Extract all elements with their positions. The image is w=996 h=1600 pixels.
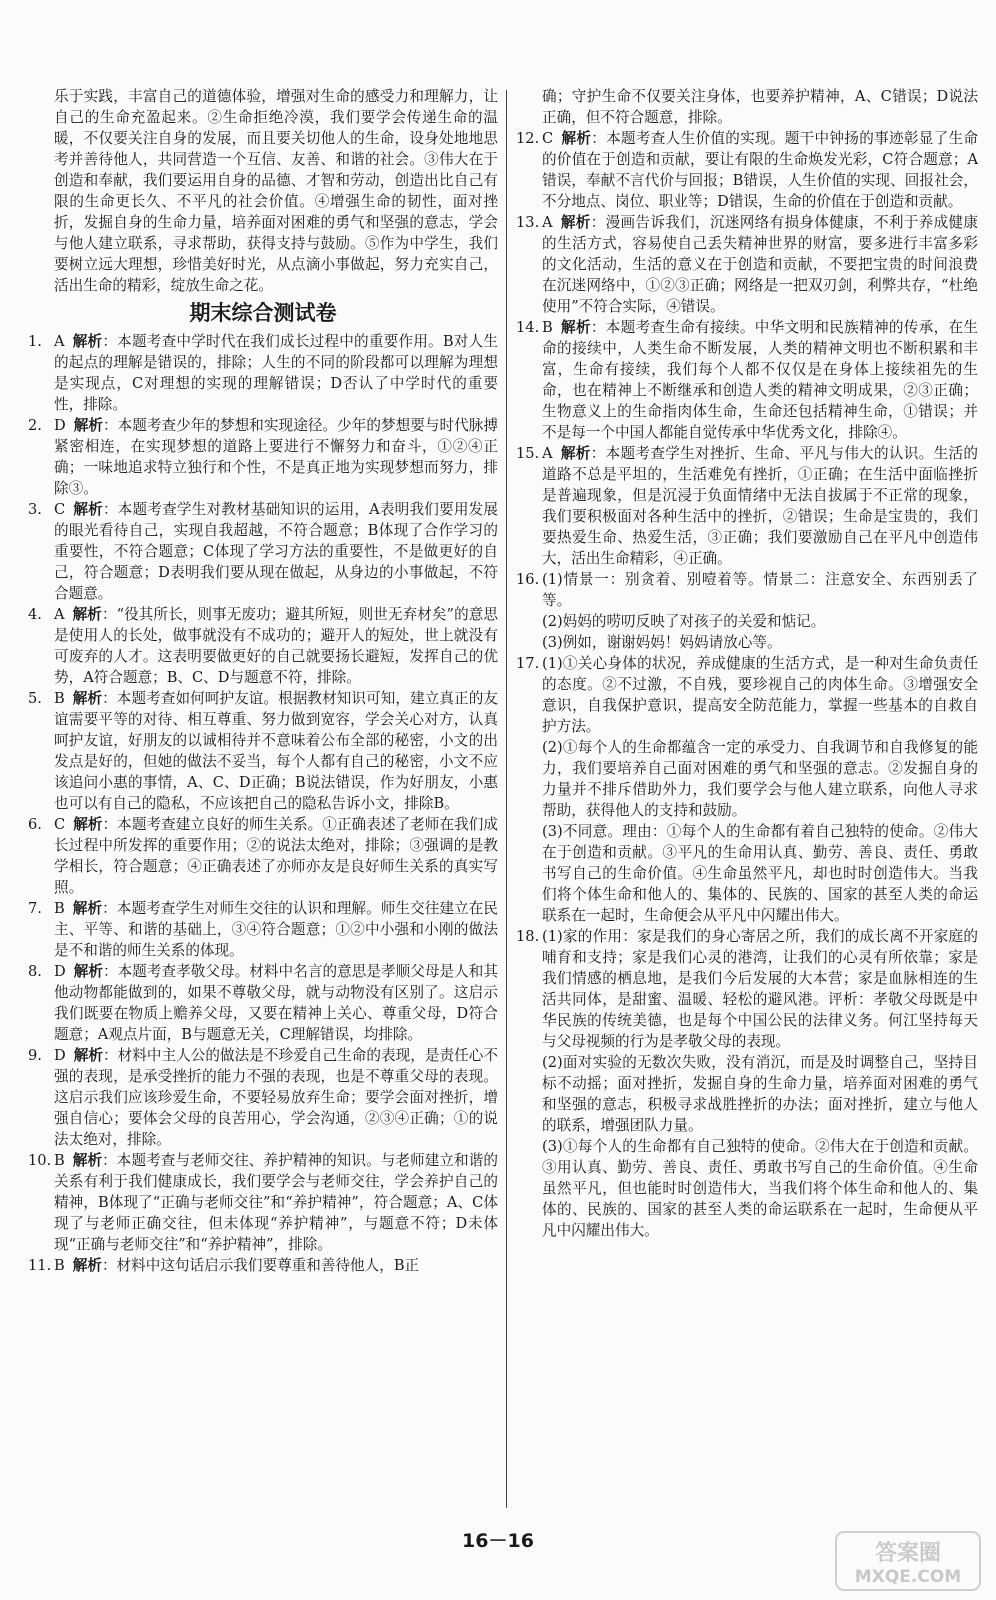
analysis-text: ：本题考查孝敬父母。材料中名言的意思是孝顺父母是人和其他动物都能做到的，如果不尊敬父母，就与动物没有区别了。这启示我们既要在物质上赡养父母，又要在精神上关心、尊重父母，D符合题意；A观点片面，B与题意无关，C理解错误，均排除。 bbox=[54, 963, 498, 1043]
analysis-label: 解析 bbox=[73, 417, 103, 434]
answer-part: (3)①每个人的生命都有自己独特的使命。②伟大在于创造和贡献。③用认真、勤劳、善良、责任、勇敢书写自己的生命价值。④生命虽然平凡，但也能时时创造伟大，当我们将个体生命和他人的、集体的、民族的、国家的甚至人类的命运联系在一起时，生命便从平凡中闪耀出伟大。 bbox=[542, 1138, 978, 1239]
svg-text:MXQE.COM: MXQE.COM bbox=[854, 1567, 962, 1587]
answer-item bbox=[28, 604, 498, 688]
question-number: 12. bbox=[516, 130, 540, 147]
answer-item bbox=[516, 128, 978, 212]
analysis-text: ：材料中这句话启示我们要尊重和善待他人，B正 bbox=[101, 1257, 420, 1274]
analysis-label: 解析 bbox=[72, 606, 102, 623]
answer-item bbox=[516, 443, 978, 569]
analysis-label: 解析 bbox=[72, 900, 103, 917]
question-number: 5. bbox=[28, 690, 42, 707]
question-number: 2. bbox=[28, 417, 42, 434]
question-number: 9. bbox=[28, 1047, 42, 1064]
answer-part: (2)面对实验的无数次失败，没有消沉，而是及时调整自己，坚持目标不动摇；面对挫折，发掘自身的生命力量，培养面对困难的勇气和坚强的意志，积极寻求战胜挫折的办法；面对挫折，建立与他人的联系，增强团队力量。 bbox=[542, 1054, 978, 1134]
question-16 bbox=[516, 569, 978, 653]
answer-choice: A bbox=[54, 606, 65, 623]
answer-item bbox=[28, 898, 498, 961]
analysis-text: ：本题考查与老师交往、养护精神的知识。与老师建立和谐的关系有利于我们健康成长，我们要学会与老师交往，学会养护自己的精神，B体现了“正确与老师交往”和“养护精神”，符合题意；A、C体现了与老师正确交往，但未体现“养护精神”，与题意不符；D未体现“正确与老师交往”和“养护精神”，排除。 bbox=[54, 1152, 498, 1253]
analysis-label: 解析 bbox=[561, 130, 592, 147]
watermark-logo-icon bbox=[834, 1530, 982, 1592]
question-number: 10. bbox=[28, 1152, 52, 1169]
analysis-label: 解析 bbox=[73, 1047, 103, 1064]
question-number: 18. bbox=[516, 928, 540, 945]
analysis-text: ：本题考查学生对挫折、生命、平凡与伟大的认识。生活的道路不总是平坦的，生活难免有挫折，①正确；在生活中面临挫折是普遍现象，但是沉浸于负面情绪中无法自拔属于不正常的现象，我们要积极面对各种生活中的挫折，②错误；生命是宝贵的，我们要热爱生命、热爱生活，③正确；我们要激励自己在平凡中创造伟大，活出生命精彩，④正确。 bbox=[542, 445, 978, 567]
question-number: 15. bbox=[516, 445, 540, 462]
answer-choice: B bbox=[542, 319, 553, 336]
analysis-label: 解析 bbox=[73, 816, 103, 833]
answer-choice: D bbox=[54, 963, 66, 980]
analysis-text: ：材料中主人公的做法是不珍爱自己生命的表现，是责任心不强的表现，是承受挫折的能力不强的表现，也是不尊重父母的表现。这启示我们应该珍爱生命，不要轻易放弃生命；要学会面对挫折，增强自信心；要体会父母的良苦用心，学会沟通，②③④正确；①的说法太绝对，排除。 bbox=[54, 1047, 498, 1148]
answer-part: (3)不同意。理由：①每个人的生命都有着自己独特的使命。②伟大在于创造和贡献。③平凡的生命用认真、勤劳、善良、责任、勇敢书写自己的生命价值。④生命虽然平凡，却也时时创造伟大。当我们将个体生命和他人的、集体的、民族的、国家的甚至人类的命运联系在一起时，生命便会从平凡中闪耀出伟大。 bbox=[542, 823, 978, 924]
right-column bbox=[516, 86, 978, 1241]
analysis-text: ：本题考查如何呵护友谊。根据教材知识可知，建立真正的友谊需要平等的对待、相互尊重、努力做到宽容，学会关心对方，认真呵护友谊，好朋友的以诚相待并不意味着公布全部的秘密，小文的出发点是好的，但她的做法不妥当，每个人都有自己的秘密，小文不应该追问小惠的事情，A、C、D正确；B说法错误，作为好朋友，小惠也可以有自己的隐私，不应该把自己的隐私告诉小文，排除B。 bbox=[54, 690, 498, 812]
answer-page bbox=[18, 86, 986, 1506]
question-number: 17. bbox=[516, 655, 540, 672]
answer-choice: B bbox=[54, 690, 65, 707]
analysis-label: 解析 bbox=[73, 501, 103, 518]
question-number: 13. bbox=[516, 214, 540, 231]
answer-item bbox=[28, 1045, 498, 1150]
previous-answer-continuation: 乐于实践，丰富自己的道德体验，增强对生命的感受力和理解力，让自己的生命充盈起来。②生命拒绝冷漠，我们要学会传递生命的温暖，不仅要关注自身的发展，而且要关切他人的生命，设身处地地思考并善待他人，共同营造一个互信、友善、和谐的社会。③伟大在于创造和奉献，我们要运用自身的品德、才智和劳动，创造出比自己有限的生命更长久、不平凡的社会价值。④增强生命的韧性，面对挫折，发掘自身的生命力量，培养面对困难的勇气和坚强的意志，学会与他人建立联系，寻求帮助，获得支持与鼓励。⑤作为中学生，我们要树立远大理想，珍惜美好时光，从点滴小事做起，努力充实自己，活出生命的精彩，绽放生命之花。 bbox=[54, 88, 498, 294]
answer-item bbox=[28, 1150, 498, 1255]
analysis-label: 解析 bbox=[72, 333, 103, 350]
left-column bbox=[28, 86, 498, 1276]
question-number: 4. bbox=[28, 606, 42, 623]
left-answer-list bbox=[28, 331, 498, 1276]
right-answer-list bbox=[516, 128, 978, 569]
analysis-label: 解析 bbox=[72, 690, 103, 707]
answer-choice: A bbox=[542, 445, 553, 462]
answer-choice: B bbox=[54, 1152, 65, 1169]
answer-item bbox=[28, 961, 498, 1045]
answer-part: (1)①关心身体的状况，养成健康的生活方式，是一种对生命负责任的态度。②不过激，不自残，要珍视自己的肉体生命。③增强安全意识，自我保护意识，提高安全防范能力，掌握一些基本的自救自护方法。 bbox=[542, 655, 978, 735]
answer-part: (1)情景一：别贪着、别噎着等。情景二：注意安全、东西别丢了等。 bbox=[542, 571, 978, 609]
analysis-text: ：本题考查建立良好的师生关系。①正确表述了老师在我们成长过程中所发挥的重要作用；②的说法太绝对，排除；③强调的是教学相长，符合题意；④正确表述了亦师亦友是良好师生关系的真实写照。 bbox=[54, 816, 498, 896]
answer-choice: C bbox=[542, 130, 554, 147]
question-number: 6. bbox=[28, 816, 42, 833]
answer-choice: D bbox=[54, 417, 66, 434]
analysis-label: 解析 bbox=[560, 319, 591, 336]
question-18 bbox=[516, 926, 978, 1241]
answer-choice: A bbox=[54, 333, 65, 350]
analysis-label: 解析 bbox=[72, 1257, 102, 1274]
answer-item bbox=[516, 212, 978, 317]
answer-item bbox=[28, 1255, 498, 1276]
analysis-text: ：本题考查学生对教材基础知识的运用，A表明我们要用发展的眼光看待自己，实现自我超越，不符合题意；B体现了合作学习的重要性，不符合题意；C体现了学习方法的重要性，不是做更好的自己，符合题意；D表明我们要从现在做起，从身边的小事做起，不符合题意。 bbox=[54, 501, 498, 602]
answer-choice: B bbox=[54, 1257, 65, 1274]
analysis-text: ：本题考查人生价值的实现。题干中钟扬的事迹彰显了生命的价值在于创造和贡献，要让有限的生命焕发光彩，C符合题意；A错误，奉献不言代价与回报；B错误，人生价值的实现、回报社会，不分地点、岗位、职业等；D错误，生命的价值在于创造和贡献。 bbox=[542, 130, 978, 210]
analysis-text: ：漫画告诉我们，沉迷网络有损身体健康，不利于养成健康的生活方式，容易使自己丢失精神世界的财富，要多进行丰富多彩的文化活动，生活的意义在于创造和贡献，不要把宝贵的时间浪费在沉迷网络中，①②③正确；网络是一把双刃剑，利弊共存，“杜绝使用”不符合实际，④错误。 bbox=[542, 214, 978, 315]
answer-choice: A bbox=[542, 214, 553, 231]
question-17 bbox=[516, 653, 978, 926]
section-title: 期末综合测试卷 bbox=[189, 301, 337, 325]
analysis-text: ：本题考查学生对师生交往的认识和理解。师生交往建立在民主、平等、和谐的基础上，③④符合题意；①②中小强和小刚的做法是不和谐的师生关系的体现。 bbox=[54, 900, 498, 959]
answer-choice: C bbox=[54, 501, 66, 518]
question-number: 16. bbox=[516, 571, 540, 588]
analysis-text: ：本题考查少年的梦想和实现途径。少年的梦想要与时代脉搏紧密相连，在实现梦想的道路上要进行不懈努力和奋斗，①②④正确；一味地追求特立独行和个性，不是真正地为实现梦想而努力，排除③。 bbox=[54, 417, 498, 497]
analysis-label: 解析 bbox=[73, 963, 103, 980]
analysis-text: ：本题考查中学时代在我们成长过程中的重要作用。B对人生的起点的理解是错误的，排除；人生的不同的阶段都可以理解为理想是实现点，C对理想的实现的理解错误；D否认了中学时代的重要性，排除。 bbox=[54, 333, 498, 413]
question-number: 8. bbox=[28, 963, 42, 980]
question-11-continuation: 确；守护生命不仅要关注身体，也要养护精神，A、C错误；D说法正确，但不符合题意，排除。 bbox=[542, 88, 978, 126]
answer-item bbox=[28, 688, 498, 814]
question-number: 3. bbox=[28, 501, 42, 518]
answer-choice: C bbox=[54, 816, 66, 833]
svg-text:答案圈: 答案圈 bbox=[874, 1541, 942, 1566]
analysis-text: ：本题考查生命有接续。中华文明和民族精神的传承，在生命的接续中，人类生命不断发展，人类的精神文明也不断积累和丰富，生命有接续，我们每个人都不仅仅是在身体上接续祖先的生命，也在精神上不断继承和创造人类的精神文明成果，②③正确；生物意义上的生命指肉体生命，生命还包括精神生命，①错误；并不是每一个中国人都能自觉传承中华优秀文化，排除④。 bbox=[542, 319, 978, 441]
answer-item bbox=[28, 331, 498, 415]
column-divider bbox=[506, 90, 507, 1508]
analysis-label: 解析 bbox=[560, 214, 591, 231]
page-number: 16－16 bbox=[462, 1530, 534, 1552]
question-number: 7. bbox=[28, 900, 42, 917]
answer-part: (2)妈妈的唠叨反映了对孩子的关爱和惦记。 bbox=[542, 613, 826, 630]
question-number: 11. bbox=[28, 1257, 52, 1274]
question-number: 1. bbox=[28, 333, 42, 350]
question-number: 14. bbox=[516, 319, 540, 336]
answer-choice: B bbox=[54, 900, 65, 917]
answer-item bbox=[28, 499, 498, 604]
analysis-label: 解析 bbox=[560, 445, 591, 462]
analysis-label: 解析 bbox=[72, 1152, 103, 1169]
answer-part: (3)例如，谢谢妈妈！妈妈请放心等。 bbox=[542, 634, 782, 651]
analysis-text: ：“役其所长，则事无废功；避其所短，则世无弃材矣”的意思是使用人的长处，做事就没有不成功的；避开人的短处，世上就没有可废弃的人才。这表明要做更好的自己就要扬长避短，发挥自己的优势，A符合题意；B、C、D与题意不符，排除。 bbox=[54, 606, 498, 686]
answer-part: (2)①每个人的生命都蕴含一定的承受力、自我调节和自我修复的能力，我们要培养自己面对困难的勇气和坚强的意志。②发掘自身的力量并不排斥借助外力，我们要学会与他人建立联系，向他人寻求帮助，获得他人的支持和鼓励。 bbox=[542, 739, 978, 819]
answer-part: (1)家的作用：家是我们的身心寄居之所，我们的成长离不开家庭的哺育和支持；家是我们心灵的港湾，让我们的心灵有所依靠；家是我们情感的栖息地，是我们今后发展的大本营；家是血脉相连的生活共同体，是甜蜜、温暖、轻松的避风港。评析：孝敬父母既是中华民族的传统美德，也是每个中国公民的法律义务。何江坚持每天与父母视频的行为是孝敬父母的表现。 bbox=[542, 928, 978, 1050]
answer-item bbox=[28, 415, 498, 499]
answer-item bbox=[28, 814, 498, 898]
answer-item bbox=[516, 317, 978, 443]
answer-choice: D bbox=[54, 1047, 66, 1064]
